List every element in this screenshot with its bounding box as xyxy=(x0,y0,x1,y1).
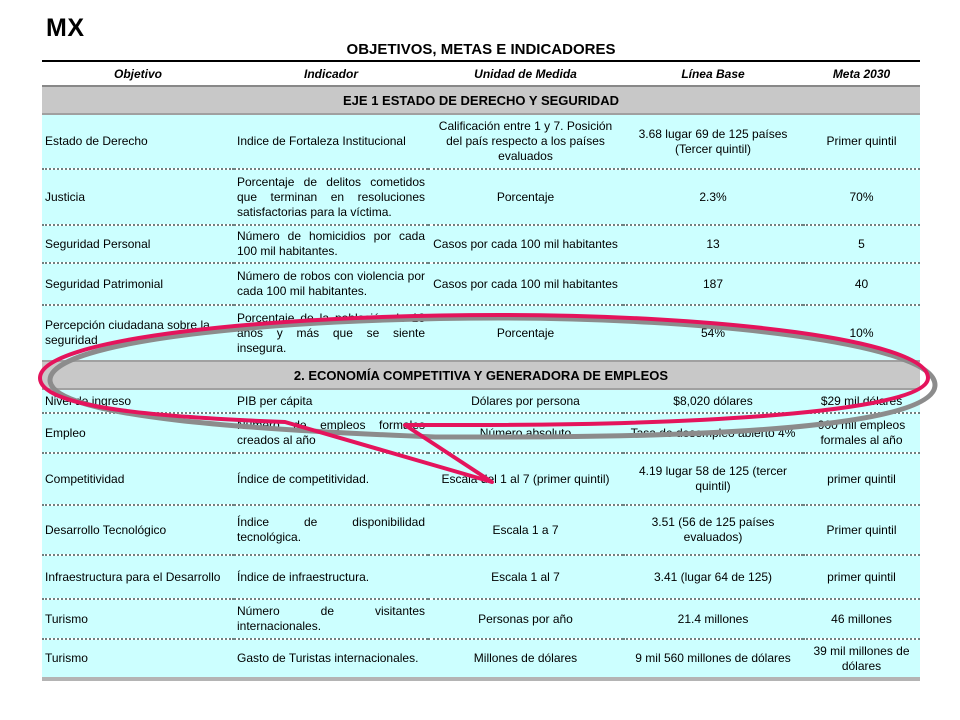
cell-unidad: Escala del 1 al 7 (primer quintil) xyxy=(428,453,623,505)
header-indicador: Indicador xyxy=(234,62,428,86)
header-linea-base: Línea Base xyxy=(623,62,803,86)
table-row xyxy=(42,114,920,169)
table-row xyxy=(42,453,920,505)
cell-unidad: Número absoluto xyxy=(428,413,623,453)
cell-meta: Primer quintil xyxy=(803,114,920,169)
cell-linea-base: 9 mil 560 millones de dólares xyxy=(623,639,803,679)
cell-unidad: Casos por cada 100 mil habitantes xyxy=(428,263,623,305)
corner-label: MX xyxy=(46,14,85,42)
cell-unidad: Personas por año xyxy=(428,599,623,639)
cell-indicador: Número de empleos formales creados al año xyxy=(234,413,428,453)
cell-linea-base: 2.3% xyxy=(623,169,803,225)
cell-indicador: Número de visitantes internacionales. xyxy=(234,599,428,639)
header-meta: Meta 2030 xyxy=(803,62,920,86)
section-row-eje1 xyxy=(42,86,920,114)
cell-unidad: Calificación entre 1 y 7. Posición del país respecto a los países evaluados xyxy=(428,114,623,169)
cell-linea-base: 54% xyxy=(623,305,803,361)
cell-linea-base: 3.68 lugar 69 de 125 países (Tercer quintil) xyxy=(623,114,803,169)
cell-linea-base: 21.4 millones xyxy=(623,599,803,639)
cell-meta: $29 mil dólares xyxy=(803,389,920,413)
table-row xyxy=(42,305,920,361)
cell-indicador: Índice de disponibilidad tecnológica. xyxy=(234,505,428,555)
cell-unidad: Casos por cada 100 mil habitantes xyxy=(428,225,623,263)
cell-objetivo: Justicia xyxy=(42,169,234,225)
table-row xyxy=(42,505,920,555)
section-row-eje2 xyxy=(42,361,920,389)
cell-meta: primer quintil xyxy=(803,453,920,505)
header-unidad: Unidad de Medida xyxy=(428,62,623,86)
cell-indicador: Porcentaje de la población de 18 años y más que se siente insegura. xyxy=(234,305,428,361)
table-row xyxy=(42,413,920,453)
cell-objetivo: Percepción ciudadana sobre la seguridad xyxy=(42,305,234,361)
table-row xyxy=(42,225,920,263)
cell-indicador: Número de homicidios por cada 100 mil habitantes. xyxy=(234,225,428,263)
cell-indicador: Indice de Fortaleza Institucional xyxy=(234,114,428,169)
header-objetivo: Objetivo xyxy=(42,62,234,86)
cell-indicador: PIB per cápita xyxy=(234,389,428,413)
cell-unidad: Escala 1 a 7 xyxy=(428,505,623,555)
cell-linea-base: 13 xyxy=(623,225,803,263)
cell-objetivo: Infraestructura para el Desarrollo xyxy=(42,555,234,599)
cell-objetivo: Turismo xyxy=(42,639,234,679)
cell-unidad: Escala 1 al 7 xyxy=(428,555,623,599)
table-row xyxy=(42,599,920,639)
cell-meta: 900 mil empleos formales al año xyxy=(803,413,920,453)
cell-meta: 46 millones xyxy=(803,599,920,639)
cell-meta: Primer quintil xyxy=(803,505,920,555)
section-title: 2. ECONOMÍA COMPETITIVA Y GENERADORA DE EMPLEOS xyxy=(42,361,920,389)
cell-meta: 10% xyxy=(803,305,920,361)
table-row xyxy=(42,169,920,225)
cell-linea-base: 4.19 lugar 58 de 125 (tercer quintil) xyxy=(623,453,803,505)
document-title: OBJETIVOS, METAS E INDICADORES xyxy=(346,41,616,58)
cell-linea-base: 3.51 (56 de 125 países evaluados) xyxy=(623,505,803,555)
cell-unidad: Dólares por persona xyxy=(428,389,623,413)
cell-meta: 70% xyxy=(803,169,920,225)
cell-objetivo: Turismo xyxy=(42,599,234,639)
cell-unidad: Porcentaje xyxy=(428,305,623,361)
table-row xyxy=(42,263,920,305)
cell-linea-base: 187 xyxy=(623,263,803,305)
cell-indicador: Índice de infraestructura. xyxy=(234,555,428,599)
cell-objetivo: Seguridad Patrimonial xyxy=(42,263,234,305)
cell-objetivo: Desarrollo Tecnológico xyxy=(42,505,234,555)
cell-objetivo: Competitividad xyxy=(42,453,234,505)
cell-meta: 5 xyxy=(803,225,920,263)
cell-linea-base: 3.41 (lugar 64 de 125) xyxy=(623,555,803,599)
cell-objetivo: Nivel de ingreso xyxy=(42,389,234,413)
cell-meta: primer quintil xyxy=(803,555,920,599)
cell-objetivo: Empleo xyxy=(42,413,234,453)
cell-meta: 40 xyxy=(803,263,920,305)
cell-linea-base: $8,020 dólares xyxy=(623,389,803,413)
cell-meta: 39 mil millones de dólares xyxy=(803,639,920,679)
table-row xyxy=(42,639,920,679)
cell-unidad: Porcentaje xyxy=(428,169,623,225)
cell-indicador: Porcentaje de delitos cometidos que terminan en resoluciones satisfactorias para la víctima. xyxy=(234,169,428,225)
table-header-row xyxy=(42,62,920,86)
cell-indicador: Gasto de Turistas internacionales. xyxy=(234,639,428,679)
table-row xyxy=(42,555,920,599)
cell-indicador: Índice de competitividad. xyxy=(234,453,428,505)
cell-objetivo: Estado de Derecho xyxy=(42,114,234,169)
table-row xyxy=(42,389,920,413)
cell-objetivo: Seguridad Personal xyxy=(42,225,234,263)
cell-unidad: Millones de dólares xyxy=(428,639,623,679)
section-title: EJE 1 ESTADO DE DERECHO Y SEGURIDAD xyxy=(42,86,920,114)
cell-indicador: Número de robos con violencia por cada 100 mil habitantes. xyxy=(234,263,428,305)
indicators-table xyxy=(42,62,920,681)
cell-linea-base: Tasa de desempleo abierto 4% xyxy=(623,413,803,453)
